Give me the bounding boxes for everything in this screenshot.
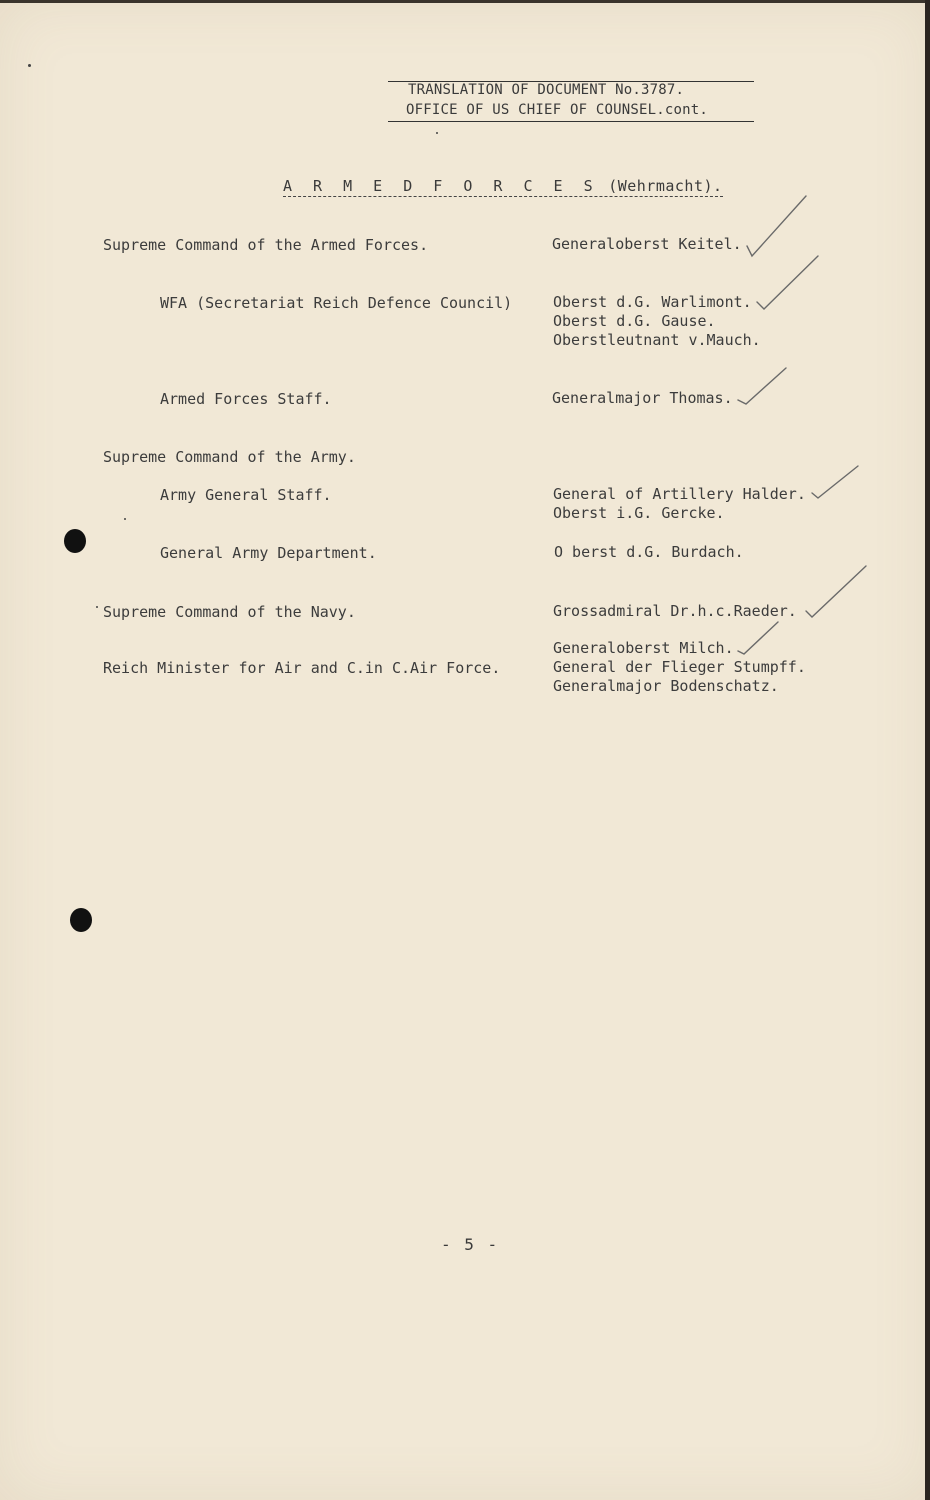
- page-right-edge: [925, 0, 930, 1500]
- names-block: [553, 602, 797, 621]
- org-label: Supreme Command of the Navy.: [103, 603, 356, 621]
- officer-name: Generaloberst Milch.: [553, 639, 734, 657]
- names-block: [552, 235, 742, 254]
- checkmark-icon: [806, 566, 866, 617]
- officer-name: Grossadmiral Dr.h.c.Raeder.: [553, 602, 797, 620]
- punch-hole: [64, 529, 86, 553]
- names-block: [554, 543, 744, 562]
- names-block: [553, 293, 761, 350]
- header-line-2: OFFICE OF US CHIEF OF COUNSEL.cont.: [388, 100, 754, 122]
- officer-name: General of Artillery Halder.: [553, 485, 806, 503]
- speck: [28, 64, 31, 67]
- org-label: WFA (Secretariat Reich Defence Council): [160, 294, 513, 312]
- officer-name: Generaloberst Keitel.: [552, 235, 742, 253]
- section-title: [283, 177, 723, 197]
- officer-name: Generalmajor Bodenschatz.: [553, 677, 779, 695]
- page-number: - 5 -: [441, 1235, 500, 1254]
- officer-name: Oberst d.G. Warlimont.: [553, 293, 752, 311]
- speck: [436, 132, 438, 134]
- checkmark-icon: [738, 368, 786, 404]
- officer-name: General der Flieger Stumpff.: [553, 658, 806, 676]
- checkmark-icon: [757, 256, 818, 309]
- punch-hole: [70, 908, 92, 932]
- names-block: [553, 639, 806, 696]
- document-header: [388, 80, 754, 122]
- org-label: General Army Department.: [160, 544, 377, 562]
- speck: [96, 606, 98, 608]
- section-title-main: A R M E D F O R C E S: [283, 177, 599, 195]
- names-block: [553, 485, 806, 523]
- header-line-1: TRANSLATION OF DOCUMENT No.3787.: [408, 82, 685, 98]
- speck: [124, 518, 126, 520]
- org-label: Supreme Command of the Armed Forces.: [103, 236, 429, 254]
- checkmark-icon: [747, 196, 806, 256]
- names-block: [552, 389, 733, 408]
- org-label: Supreme Command of the Army.: [103, 448, 356, 466]
- officer-name: Oberst d.G. Gause.: [553, 312, 716, 330]
- checkmark-icon: [812, 466, 858, 498]
- officer-name: Oberstleutnant v.Mauch.: [553, 331, 761, 349]
- officer-name: Oberst i.G. Gercke.: [553, 504, 725, 522]
- org-label: Reich Minister for Air and C.in C.Air Force.: [103, 659, 501, 677]
- page-top-edge: [0, 0, 930, 3]
- officer-name: O berst d.G. Burdach.: [554, 543, 744, 561]
- officer-name: Generalmajor Thomas.: [552, 389, 733, 407]
- org-label: Armed Forces Staff.: [160, 390, 332, 408]
- org-label: Army General Staff.: [160, 486, 332, 504]
- section-title-paren: (Wehrmacht).: [608, 177, 723, 195]
